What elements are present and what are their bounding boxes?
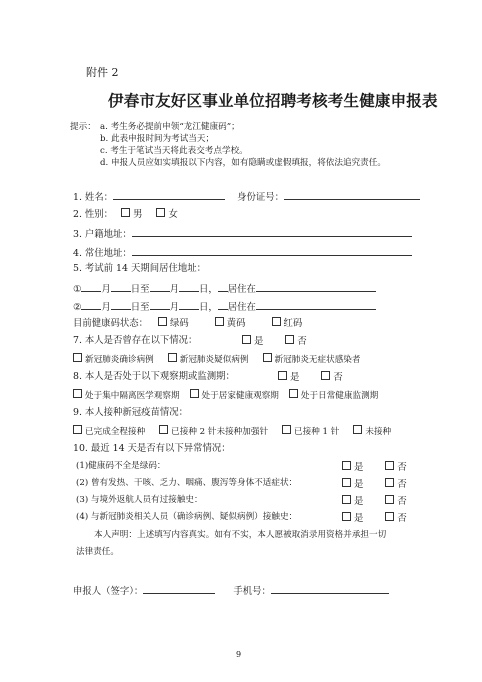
date-row-2-month-to[interactable] [150, 299, 170, 310]
yellow-code-label: 黄码 [226, 318, 246, 329]
name-field[interactable] [113, 189, 225, 200]
q8-no-checkbox[interactable] [321, 371, 330, 380]
name-label: 1. 姓名： [73, 192, 114, 203]
month-label: 月 [101, 284, 111, 295]
health-code-row [73, 317, 302, 330]
date-row-1-month-to[interactable] [150, 281, 170, 292]
gender-label: 2. 性别： [73, 209, 114, 220]
q10-item-3: (3) 与境外返航人员有过接触史： [76, 495, 203, 505]
signature-row [73, 583, 389, 598]
page-title: 伊春市友好区事业单位招聘考核考生健康申报表 [108, 92, 438, 110]
q10-3-yes-label: 是 [354, 496, 364, 507]
q7-opt1-checkbox[interactable] [73, 353, 82, 362]
phone-label: 手机号： [233, 586, 271, 597]
q9-opt3-checkbox[interactable] [282, 425, 291, 434]
q7-yes-checkbox[interactable] [242, 335, 251, 344]
live-at-label: 居住在 [227, 284, 256, 295]
q9-opt1-label: 已完成全程接种 [85, 427, 146, 437]
live-at-label: 居住在 [227, 302, 256, 313]
q10-2-yes-checkbox[interactable] [342, 478, 351, 487]
phone-field[interactable] [271, 583, 389, 594]
date-row-2-month-from[interactable] [81, 299, 101, 310]
q10-2-no-label: 否 [397, 479, 407, 490]
notice-item-b: b. 此表申报时间为考试当天； [100, 134, 215, 144]
q10-4-yes-label: 是 [354, 513, 364, 524]
separator-line [218, 281, 228, 292]
q8-opt2-label: 处于居家健康观察期 [201, 391, 279, 401]
date-row-2-day-from[interactable] [111, 299, 131, 310]
residence-field[interactable] [132, 245, 412, 256]
q10-1-yes-label: 是 [354, 462, 364, 473]
male-checkbox[interactable] [121, 208, 130, 217]
q7-no-label: 否 [297, 336, 307, 347]
applicant-signature-label: 申报人（签字）： [73, 586, 144, 597]
day-label: 日， [198, 284, 218, 295]
red-code-checkbox[interactable] [272, 317, 281, 326]
green-code-checkbox[interactable] [158, 317, 167, 326]
q10-item-2-yes-no [342, 478, 407, 491]
month-label: 月 [169, 302, 179, 313]
date-row-2 [73, 299, 376, 314]
q10-1-yes-checkbox[interactable] [342, 461, 351, 470]
household-row [73, 226, 412, 241]
q8-opt3-checkbox[interactable] [289, 389, 298, 398]
q10-2-no-checkbox[interactable] [385, 478, 394, 487]
q10-4-no-label: 否 [397, 513, 407, 524]
q7-opt2-label: 新冠肺炎疑似病例 [179, 355, 249, 365]
notice-item-d: d. 申报人员应如实填报以下内容，如有隐瞒或虚假填报，将依法追究责任。 [100, 158, 386, 168]
household-label: 3. 户籍地址： [73, 229, 132, 240]
q10-4-yes-checkbox[interactable] [342, 512, 351, 521]
q8-opt2-checkbox[interactable] [190, 389, 199, 398]
q8-yes-checkbox[interactable] [278, 371, 287, 380]
q7-yes-no [242, 335, 307, 348]
name-row [73, 189, 420, 204]
q8-label: 8. 本人是否处于以下观察期或监测期： [73, 371, 235, 382]
q9-options [73, 425, 391, 438]
q7-opt3-checkbox[interactable] [263, 353, 272, 362]
q10-3-no-checkbox[interactable] [385, 495, 394, 504]
q8-opt1-label: 处于集中隔离医学观察期 [85, 391, 180, 401]
declaration-line-1: 本人声明：上述填写内容真实。如有不实，本人愿被取消录用资格并承担一切 [94, 530, 387, 540]
red-code-label: 红码 [283, 318, 303, 329]
q8-opt1-checkbox[interactable] [73, 389, 82, 398]
q8-yes-label: 是 [290, 372, 300, 383]
notice-label: 提示： [70, 122, 96, 132]
q10-item-1-yes-no [342, 461, 407, 474]
date-row-1 [73, 281, 376, 296]
month-label: 月 [169, 284, 179, 295]
q7-options [73, 353, 360, 366]
q8-yes-no [278, 371, 343, 384]
q9-opt2-checkbox[interactable] [159, 425, 168, 434]
date-row-1-day-to[interactable] [179, 281, 199, 292]
q10-item-1: (1)健康码不全是绿码： [76, 461, 166, 471]
q7-no-checkbox[interactable] [285, 335, 294, 344]
q10-label: 10. 最近 14 天是否有以下异常情况： [73, 443, 231, 454]
date-row-2-place[interactable] [256, 299, 376, 310]
date-row-1-place[interactable] [256, 281, 376, 292]
q10-item-2: (2) 曾有发热、干咳、乏力、咽痛、腹泻等身体不适症状： [76, 478, 298, 488]
q9-opt4-label: 未接种 [365, 427, 392, 437]
q7-opt2-checkbox[interactable] [168, 353, 177, 362]
attachment-label: 附件 2 [86, 66, 119, 79]
health-code-label: 目前健康码状态： [73, 318, 149, 329]
applicant-signature-field[interactable] [143, 583, 215, 594]
male-label: 男 [133, 209, 143, 220]
date-row-1-month-from[interactable] [81, 281, 101, 292]
page-number: 9 [236, 650, 242, 659]
green-code-label: 绿码 [170, 318, 189, 329]
q7-yes-label: 是 [254, 336, 264, 347]
q8-opt3-label: 处于日常健康监测期 [300, 391, 379, 401]
q9-label: 9. 本人接种新冠疫苗情况： [73, 407, 189, 418]
date-row-1-day-from[interactable] [111, 281, 131, 292]
notice-item-a: a. 考生务必提前申领“龙江健康码”； [100, 122, 240, 132]
q9-opt4-checkbox[interactable] [353, 425, 362, 434]
day-to-label: 日至 [130, 302, 150, 313]
q10-1-no-checkbox[interactable] [385, 461, 394, 470]
id-number-label: 身份证号： [237, 192, 284, 203]
separator-line [218, 299, 228, 310]
q9-opt1-checkbox[interactable] [73, 425, 82, 434]
q7-opt3-label: 新冠肺炎无症状感染者 [274, 355, 361, 365]
day-to-label: 日至 [130, 284, 150, 295]
q10-3-no-label: 否 [397, 496, 407, 507]
female-label: 女 [168, 209, 178, 220]
q10-4-no-checkbox[interactable] [385, 512, 394, 521]
q9-opt2-label: 已接种 2 针未接种加强针 [171, 427, 269, 437]
q7-opt1-label: 新冠肺炎确诊病例 [85, 355, 154, 365]
q8-options [73, 389, 378, 402]
notice-item-c: c. 考生于笔试当天将此表交考点学校。 [100, 146, 248, 156]
household-field[interactable] [132, 226, 412, 237]
q8-no-label: 否 [333, 372, 343, 383]
q10-2-yes-label: 是 [354, 479, 364, 490]
declaration-line-2: 法律责任。 [76, 547, 119, 557]
month-label: 月 [101, 302, 111, 313]
date-row-2-marker: ② [73, 302, 82, 313]
q10-item-3-yes-no [342, 495, 407, 508]
date-row-2-day-to[interactable] [179, 299, 199, 310]
q10-item-4-yes-no [342, 512, 407, 525]
id-number-field[interactable] [284, 189, 420, 200]
recent14-label: 5. 考试前 14 天期间居住地址： [73, 263, 206, 274]
q10-1-no-label: 否 [397, 462, 407, 473]
female-checkbox[interactable] [156, 208, 165, 217]
date-row-1-marker: ① [73, 284, 82, 295]
yellow-code-checkbox[interactable] [215, 317, 224, 326]
gender-row [73, 208, 178, 221]
q10-3-yes-checkbox[interactable] [342, 495, 351, 504]
q7-label: 7. 本人是否曾存在以下情况： [73, 335, 198, 346]
q10-item-4: (4) 与新冠肺炎相关人员（确诊病例、疑似病例）接触史： [76, 512, 298, 522]
residence-row [73, 245, 412, 260]
q9-opt3-label: 已接种 1 针 [294, 427, 340, 437]
residence-label: 4. 常住地址： [73, 248, 132, 259]
day-label: 日， [198, 302, 218, 313]
